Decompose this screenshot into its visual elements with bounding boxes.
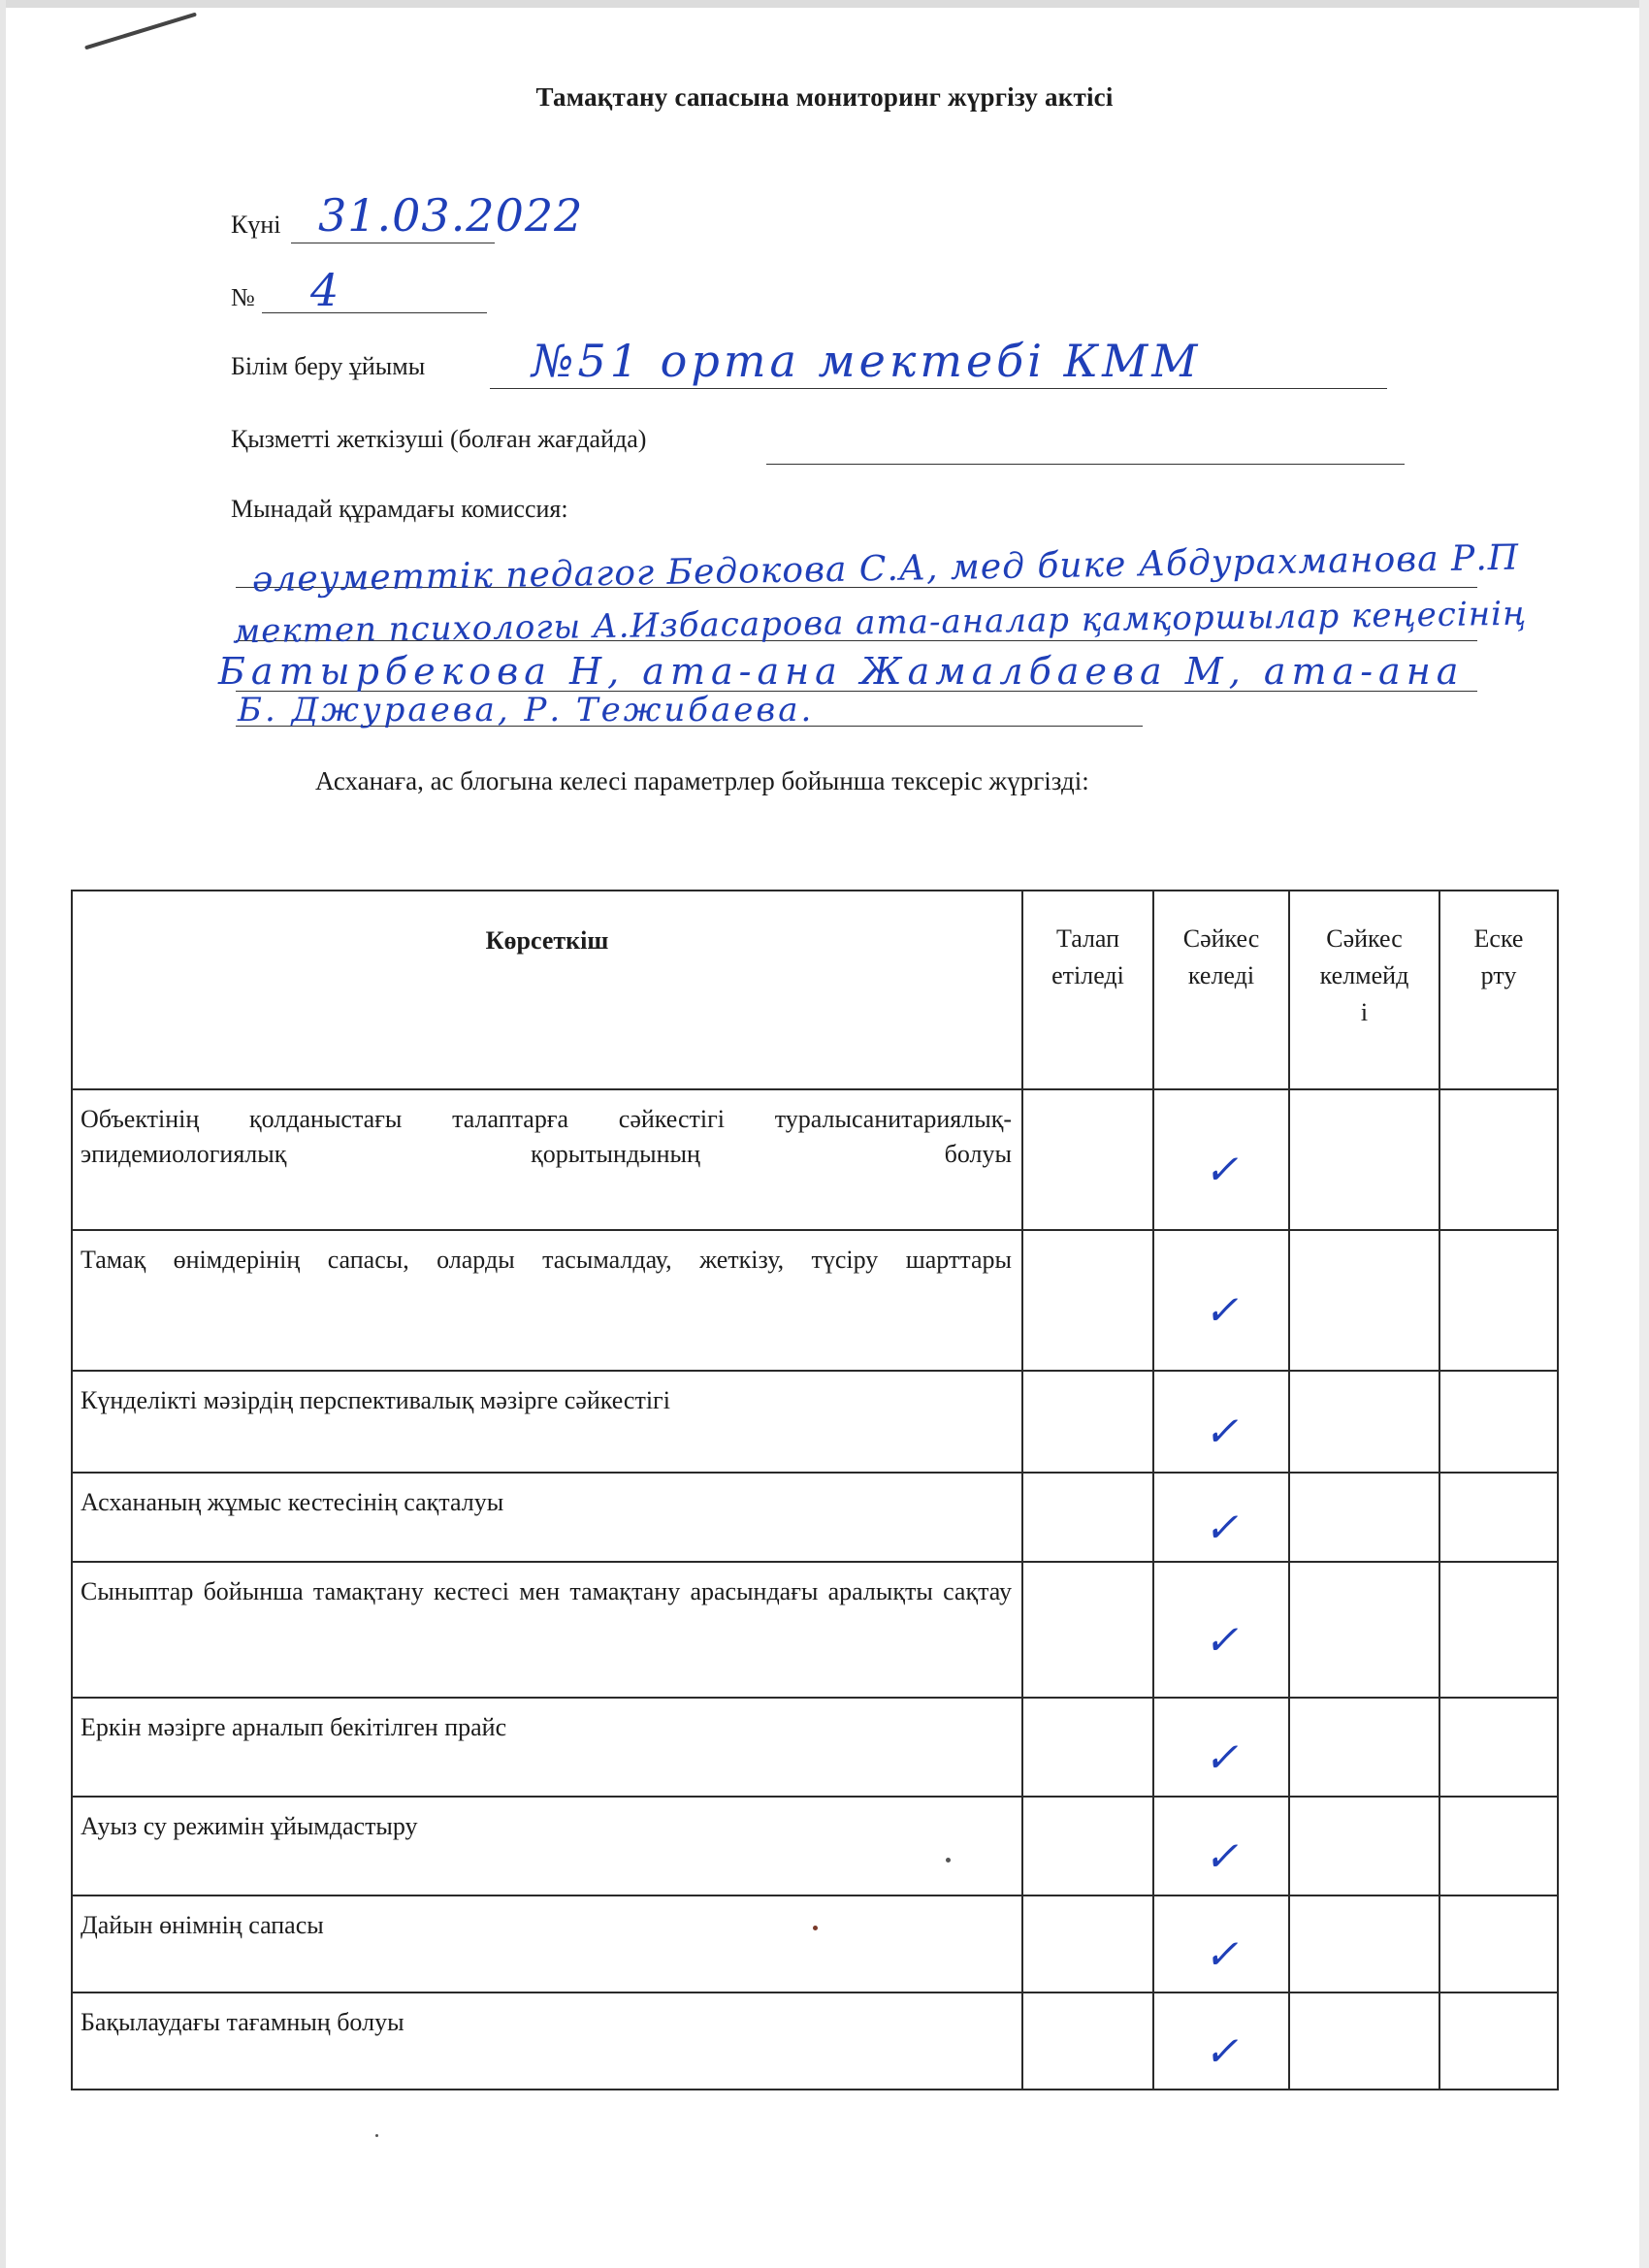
row-required-cell: [1022, 1895, 1153, 1993]
row-indicator: Сыныптар бойынша тамақтану кестесі мен тамақтану арасындағы аралықты сақтау: [72, 1562, 1022, 1698]
row-indicator: Ауыз су режимін ұйымдастыру: [72, 1797, 1022, 1895]
table-row: [72, 1473, 1558, 1562]
row-noncompliant-cell: [1289, 1797, 1439, 1895]
row-indicator: Бақылаудағы тағамның болуы: [72, 1993, 1022, 2090]
scan-speck: [813, 1926, 818, 1930]
row-note-cell: [1439, 1698, 1558, 1797]
header-note-line2: рту: [1480, 961, 1517, 989]
row-required-cell: [1022, 1371, 1153, 1473]
row-noncompliant-cell: [1289, 1993, 1439, 2090]
check-mark: ✓: [1204, 1929, 1239, 1978]
row-noncompliant-cell: [1289, 1562, 1439, 1698]
row-compliant-cell: [1153, 1371, 1289, 1473]
header-note: [1439, 891, 1558, 1089]
document-title: Тамақтану сапасына мониторинг жүргізу актісі: [535, 82, 1114, 112]
header-note-line1: Еске: [1473, 924, 1524, 953]
table-row: [72, 1797, 1558, 1895]
number-underline: [262, 312, 487, 313]
row-noncompliant-cell: [1289, 1473, 1439, 1562]
row-compliant-cell: [1153, 1089, 1289, 1230]
row-compliant-cell: [1153, 1993, 1289, 2090]
header-compliant-line1: Сәйкес: [1182, 924, 1260, 953]
check-mark: ✓: [1204, 1146, 1239, 1193]
check-mark: ✓: [1204, 1286, 1239, 1334]
header-required-line1: Талап: [1055, 924, 1120, 953]
row-compliant-cell: [1153, 1473, 1289, 1562]
row-required-cell: [1022, 1797, 1153, 1895]
inspection-intro: Асханаға, ас блогына келесі параметрлер бойынша тексеріс жүргізді:: [315, 766, 1089, 795]
table-row: [72, 1562, 1558, 1698]
row-note-cell: [1439, 1089, 1558, 1230]
row-note-cell: [1439, 1562, 1558, 1698]
table-row: [72, 1895, 1558, 1993]
row-noncompliant-cell: [1289, 1698, 1439, 1797]
scan-right-edge: [1639, 0, 1649, 2268]
table-row: [72, 1371, 1558, 1473]
supplier-underline: [766, 464, 1405, 465]
header-compliant: [1153, 891, 1289, 1089]
check-mark: ✓: [1204, 1733, 1239, 1781]
commission-line-3: Батырбекова Н, ата-ана Жамалбаева М, ата-ана: [218, 650, 1465, 693]
scan-speck: [375, 2134, 378, 2137]
number-value: 4: [310, 264, 340, 316]
row-compliant-cell: [1153, 1562, 1289, 1698]
table-header-row: [72, 891, 1558, 1089]
organization-underline: [490, 388, 1387, 389]
row-compliant-cell: [1153, 1698, 1289, 1797]
organization-label: Білім беру ұйымы: [231, 352, 426, 380]
check-mark: ✓: [1204, 1615, 1239, 1664]
header-noncompliant-line3: і: [1360, 998, 1369, 1026]
table-row: [72, 1993, 1558, 2090]
row-compliant-cell: [1153, 1797, 1289, 1895]
row-compliant-cell: [1153, 1895, 1289, 1993]
table-row: [72, 1698, 1558, 1797]
pen-stroke-mark: [84, 13, 197, 50]
commission-line-4: Б. Джураева, Р. Тежибаева.: [238, 691, 815, 729]
row-note-cell: [1439, 1797, 1558, 1895]
header-noncompliant: [1289, 891, 1439, 1089]
scan-left-edge: [0, 0, 6, 2268]
number-label: №: [231, 283, 255, 311]
row-noncompliant-cell: [1289, 1371, 1439, 1473]
row-indicator: Асхананың жұмыс кестесінің сақталуы: [72, 1473, 1022, 1562]
organization-value: №51 орта мектебі КММ: [532, 335, 1202, 387]
criteria-table: [71, 890, 1559, 2090]
header-required-line2: етіледі: [1051, 961, 1124, 989]
commission-line-2: мектеп психологы А.Избасарова ата-аналар қамқоршылар кеңесінің: [232, 594, 1528, 652]
row-required-cell: [1022, 1698, 1153, 1797]
check-mark: ✓: [1204, 1503, 1239, 1551]
commission-line-1: әлеуметтік педагог Бедокова С.А, мед бике Абдурахманова Р.П: [251, 537, 1520, 600]
header-indicator: Көрсеткіш: [72, 891, 1022, 1089]
row-note-cell: [1439, 1371, 1558, 1473]
scan-speck: [946, 1858, 951, 1863]
check-mark: ✓: [1204, 1831, 1239, 1880]
table-row: [72, 1089, 1558, 1230]
row-note-cell: [1439, 1230, 1558, 1371]
row-indicator: Объектінің қолданыстағы талаптарға сәйкестігі туралысанитариялық-эпидемиологиялық қорытындының болуы: [72, 1089, 1022, 1230]
row-indicator: Күнделікті мәзірдің перспективалық мәзірге сәйкестігі: [72, 1371, 1022, 1473]
date-label: Күні: [231, 211, 281, 239]
row-required-cell: [1022, 1473, 1153, 1562]
table-row: [72, 1230, 1558, 1371]
header-noncompliant-line2: келмейд: [1319, 961, 1409, 989]
check-mark: ✓: [1204, 1408, 1239, 1455]
scan-top-edge: [0, 0, 1649, 8]
row-required-cell: [1022, 1230, 1153, 1371]
row-required-cell: [1022, 1562, 1153, 1698]
row-noncompliant-cell: [1289, 1089, 1439, 1230]
row-indicator: Дайын өнімнің сапасы: [72, 1895, 1022, 1993]
check-mark: ✓: [1204, 2026, 1239, 2075]
header-noncompliant-line1: Сәйкес: [1326, 924, 1403, 953]
row-required-cell: [1022, 1993, 1153, 2090]
row-note-cell: [1439, 1993, 1558, 2090]
row-indicator: Тамақ өнімдерінің сапасы, оларды тасымалдау, жеткізу, түсіру шарттары: [72, 1230, 1022, 1371]
row-noncompliant-cell: [1289, 1895, 1439, 1993]
row-compliant-cell: [1153, 1230, 1289, 1371]
supplier-label: Қызметті жеткізуші (болған жағдайда): [231, 425, 647, 453]
row-required-cell: [1022, 1089, 1153, 1230]
header-compliant-line2: келеді: [1187, 961, 1255, 989]
commission-label: Мынадай құрамдағы комиссия:: [231, 495, 568, 523]
row-indicator: Еркін мәзірге арналып бекітілген прайс: [72, 1698, 1022, 1797]
header-required: [1022, 891, 1153, 1089]
row-note-cell: [1439, 1473, 1558, 1562]
row-noncompliant-cell: [1289, 1230, 1439, 1371]
row-note-cell: [1439, 1895, 1558, 1993]
date-value: 31.03.2022: [318, 189, 584, 242]
